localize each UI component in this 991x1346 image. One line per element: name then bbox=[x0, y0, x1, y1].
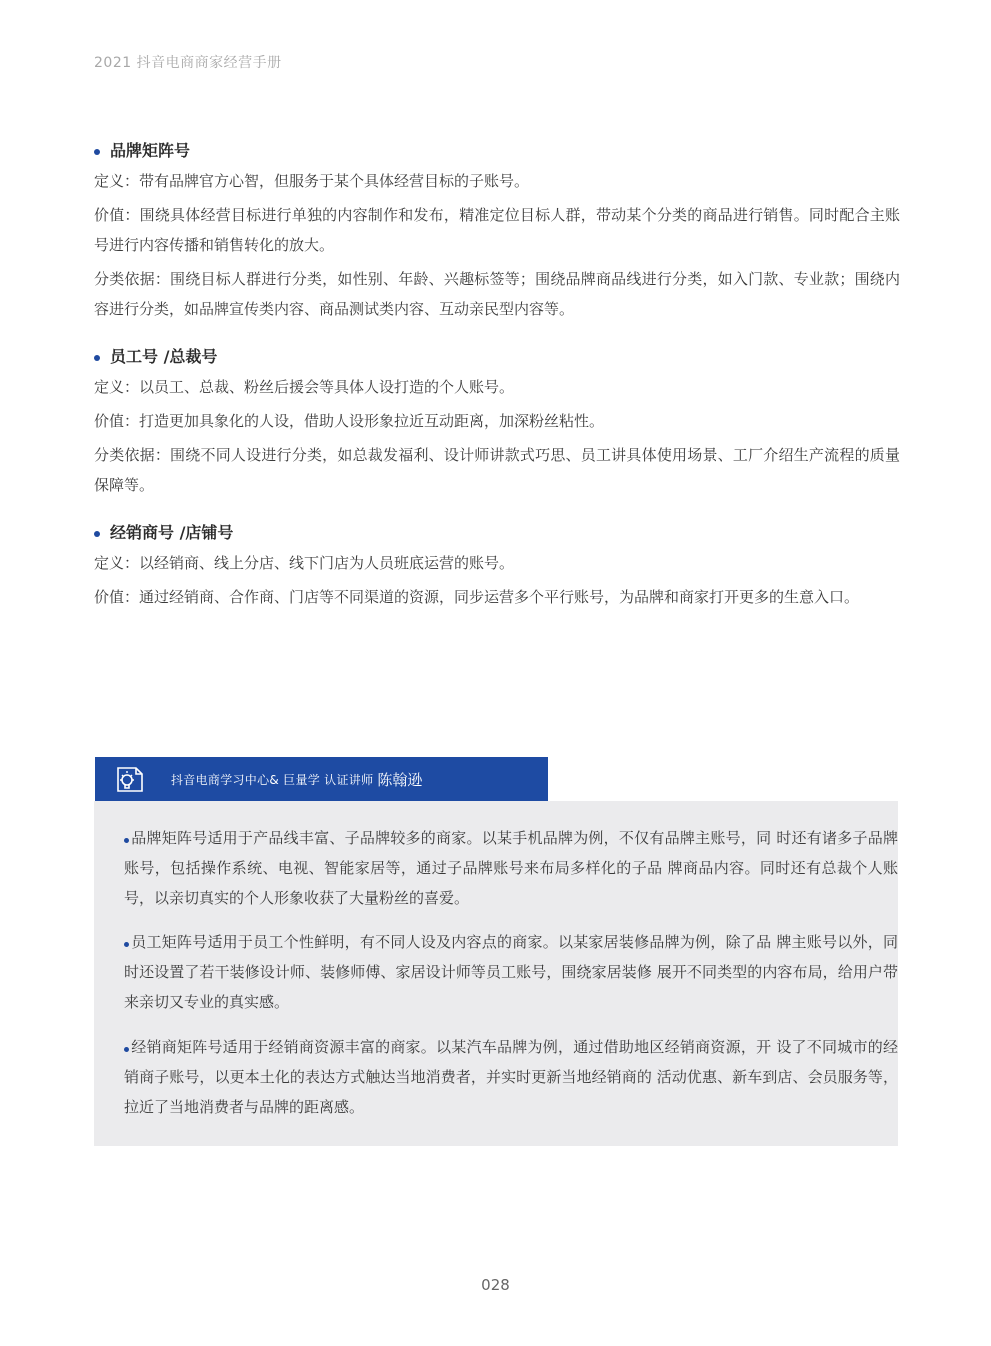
section-dealer-account bbox=[94, 518, 900, 612]
section-title-text: 员工号 /总裁号 bbox=[110, 346, 218, 366]
section-title bbox=[94, 518, 900, 544]
definition-paragraph: 定义：以员工、总裁、粉丝后援会等具体人设打造的个人账号。 bbox=[94, 378, 515, 396]
value-paragraph: 价值：打造更加具象化的人设，借助人设形象拉近互动距离，加深粉丝粘性。 bbox=[94, 412, 605, 430]
running-header: 2021 抖音电商商家经营手册 bbox=[94, 55, 282, 71]
bullet-dot-icon bbox=[124, 838, 129, 843]
bullet-dot-icon bbox=[124, 1047, 129, 1052]
category-paragraph: 分类依据：围绕目标人群进行分类，如性别、年龄、兴趣标签等；围绕品牌商品线进行分类，如入门款、专业款；围绕内容进行分类，如品牌宣传类内容、商品测试类内容、互动亲民型内容等。 bbox=[94, 270, 900, 318]
section-brand-matrix bbox=[94, 136, 900, 324]
section-title-text: 经销商号 /店铺号 bbox=[110, 522, 234, 542]
tip-item bbox=[124, 823, 898, 913]
page-number: 028 bbox=[481, 1276, 510, 1294]
tip-box bbox=[94, 801, 898, 1146]
category-paragraph: 分类依据：围绕不同人设进行分类，如总裁发福利、设计师讲款式巧思、员工讲具体使用场景、工厂介绍生产流程的质量保障等。 bbox=[94, 446, 900, 494]
tip-header-banner bbox=[95, 757, 548, 801]
bullet-dot-icon bbox=[94, 355, 100, 361]
tip-item bbox=[124, 1032, 898, 1122]
tip-item bbox=[124, 927, 898, 1017]
main-content bbox=[94, 136, 900, 630]
tip-item-text: 经销商矩阵号适用于经销商资源丰富的商家。以某汽车品牌为例，通过借助地区经销商资源，开 设了不同城市的经销商子账号，以更本土化的表达方式触达当地消费者，并实时更新当地经销商的 活动优惠、新车到店、会员服务等，拉近了当地消费者与品牌的距离感。 bbox=[124, 1038, 898, 1116]
definition-paragraph: 定义：带有品牌官方心智，但服务于某个具体经营目标的子账号。 bbox=[94, 172, 530, 190]
definition-paragraph: 定义：以经销商、线上分店、线下门店为人员班底运营的账号。 bbox=[94, 554, 515, 572]
instructor-label: 抖音电商学习中心& 巨量学 认证讲师 bbox=[171, 772, 374, 787]
bullet-dot-icon bbox=[124, 942, 129, 947]
section-employee-account bbox=[94, 342, 900, 500]
bullet-dot-icon bbox=[94, 149, 100, 155]
instructor-name: 陈翰逊 bbox=[377, 770, 423, 789]
value-paragraph: 价值：围绕具体经营目标进行单独的内容制作和发布，精准定位目标人群，带动某个分类的商品进行销售。同时配合主账号进行内容传播和销售转化的放大。 bbox=[94, 206, 900, 254]
section-title-text: 品牌矩阵号 bbox=[110, 140, 191, 160]
bullet-dot-icon bbox=[94, 531, 100, 537]
tip-item-text: 员工矩阵号适用于员工个性鲜明，有不同人设及内容点的商家。以某家居装修品牌为例，除了品 牌主账号以外，同时还设置了若干装修设计师、装修师傅、家居设计师等员工账号，围绕家居装修 展开不同类型的内容布局，给用户带来亲切又专业的真实感。 bbox=[124, 933, 898, 1011]
section-title bbox=[94, 342, 900, 368]
tip-item-text: 品牌矩阵号适用于产品线丰富、子品牌较多的商家。以某手机品牌为例，不仅有品牌主账号，同 时还有诸多子品牌账号，包括操作系统、电视、智能家居等，通过子品牌账号来布局多样化的子品 牌商品内容。同时还有总裁个人账号，以亲切真实的个人形象收获了大量粉丝的喜爱。 bbox=[124, 829, 898, 907]
lightbulb-icon bbox=[113, 762, 147, 796]
value-paragraph: 价值：通过经销商、合作商、门店等不同渠道的资源，同步运营多个平行账号，为品牌和商家打开更多的生意入口。 bbox=[94, 588, 860, 606]
section-title bbox=[94, 136, 900, 162]
